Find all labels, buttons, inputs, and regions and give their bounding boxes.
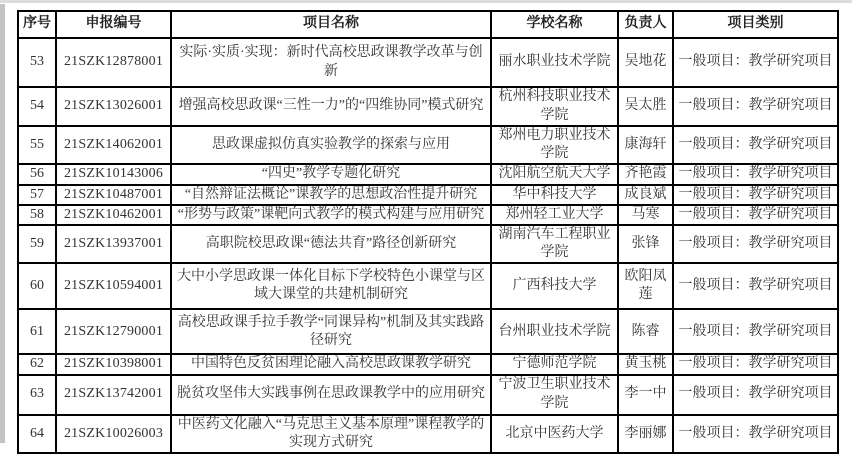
cell-school: 广西科技大学 — [491, 263, 618, 309]
cell-school: 宁波卫生职业技术学院 — [491, 375, 618, 415]
cell-school: 台州职业技术学院 — [491, 309, 618, 354]
cell-leader: 李丽娜 — [618, 415, 673, 453]
cell-index: 57 — [18, 185, 56, 205]
cell-leader: 吴太胜 — [618, 87, 673, 126]
cell-school: 杭州科技职业技术学院 — [491, 87, 618, 126]
cell-code: 21SZK12878001 — [56, 38, 171, 87]
table-body — [18, 38, 838, 453]
table-row — [18, 309, 838, 354]
cell-index: 63 — [18, 375, 56, 415]
cell-project: 中医药文化融入“马克思主义基本原理”课程教学的实现方式研究 — [171, 415, 491, 453]
column-header-school: 学校名称 — [491, 11, 618, 38]
cell-category: 一般项目：教学研究项目 — [673, 38, 838, 87]
column-header-category: 项目类别 — [673, 11, 838, 38]
cell-code: 21SZK10594001 — [56, 263, 171, 309]
cell-code: 21SZK13742001 — [56, 375, 171, 415]
cell-index: 59 — [18, 225, 56, 263]
table-row — [18, 415, 838, 453]
cell-project: 增强高校思政课“三性一力”的“四维协同”模式研究 — [171, 87, 491, 126]
cell-index: 64 — [18, 415, 56, 453]
column-header-leader: 负责人 — [618, 11, 673, 38]
table-row — [18, 126, 838, 164]
cell-code: 21SZK10398001 — [56, 354, 171, 374]
cell-leader: 齐艳霞 — [618, 164, 673, 184]
cell-school: 郑州电力职业技术学院 — [491, 126, 618, 164]
cell-leader: 吴地花 — [618, 38, 673, 87]
cell-code: 21SZK10487001 — [56, 185, 171, 205]
table-row — [18, 263, 838, 309]
cell-index: 60 — [18, 263, 56, 309]
table-row — [18, 205, 838, 225]
cell-school: 郑州轻工业大学 — [491, 205, 618, 225]
cell-category: 一般项目：教学研究项目 — [673, 126, 838, 164]
cell-category: 一般项目：教学研究项目 — [673, 185, 838, 205]
cell-leader: 成良斌 — [618, 185, 673, 205]
table-row — [18, 225, 838, 263]
cell-project: 大中小学思政课一体化目标下学校特色小课堂与区域大课堂的共建机制研究 — [171, 263, 491, 309]
cell-category: 一般项目：教学研究项目 — [673, 164, 838, 184]
cell-category: 一般项目：教学研究项目 — [673, 354, 838, 374]
cell-school: 丽水职业技术学院 — [491, 38, 618, 87]
cell-leader: 陈睿 — [618, 309, 673, 354]
cell-category: 一般项目：教学研究项目 — [673, 225, 838, 263]
cell-category: 一般项目：教学研究项目 — [673, 263, 838, 309]
cell-project: “自然辩证法概论”课教学的思想政治性提升研究 — [171, 185, 491, 205]
table-row — [18, 185, 838, 205]
cell-project: 思政课虚拟仿真实验教学的探索与应用 — [171, 126, 491, 164]
cell-index: 55 — [18, 126, 56, 164]
table-row — [18, 87, 838, 126]
cell-project: 高校思政课手拉手教学“同课异构”机制及其实践路径研究 — [171, 309, 491, 354]
cell-index: 62 — [18, 354, 56, 374]
cell-leader: 欧阳凤莲 — [618, 263, 673, 309]
cell-leader: 张锋 — [618, 225, 673, 263]
cell-code: 21SZK13937001 — [56, 225, 171, 263]
column-header-project: 项目名称 — [171, 11, 491, 38]
cell-school: 华中科技大学 — [491, 185, 618, 205]
column-header-index: 序号 — [18, 11, 56, 38]
column-header-code: 申报编号 — [56, 11, 171, 38]
screenshot-left-edge — [0, 4, 5, 443]
approved-projects-table — [17, 10, 839, 454]
table-row — [18, 164, 838, 184]
cell-category: 一般项目：教学研究项目 — [673, 87, 838, 126]
cell-school: 沈阳航空航天大学 — [491, 164, 618, 184]
cell-project: 实际·实质·实现：新时代高校思政课教学改革与创新 — [171, 38, 491, 87]
cell-leader: 马寒 — [618, 205, 673, 225]
cell-code: 21SZK10462001 — [56, 205, 171, 225]
cell-index: 56 — [18, 164, 56, 184]
cell-index: 58 — [18, 205, 56, 225]
cell-code: 21SZK10026003 — [56, 415, 171, 453]
cell-school: 北京中医药大学 — [491, 415, 618, 453]
table-header-row — [18, 11, 838, 38]
cell-category: 一般项目：教学研究项目 — [673, 375, 838, 415]
cell-project: “形势与政策”课靶向式教学的模式构建与应用研究 — [171, 205, 491, 225]
cell-project: 中国特色反贫困理论融入高校思政课教学研究 — [171, 354, 491, 374]
cell-school: 宁德师范学院 — [491, 354, 618, 374]
cell-code: 21SZK12790001 — [56, 309, 171, 354]
table-row — [18, 354, 838, 374]
cell-project: 高职院校思政课“德法共育”路径创新研究 — [171, 225, 491, 263]
table-row — [18, 38, 838, 87]
cell-code: 21SZK14062001 — [56, 126, 171, 164]
cell-index: 61 — [18, 309, 56, 354]
cell-index: 54 — [18, 87, 56, 126]
cell-category: 一般项目：教学研究项目 — [673, 205, 838, 225]
table-row — [18, 375, 838, 415]
screenshot-top-edge — [0, 0, 852, 3]
cell-leader: 康海轩 — [618, 126, 673, 164]
cell-index: 53 — [18, 38, 56, 87]
cell-leader: 黄玉桃 — [618, 354, 673, 374]
cell-category: 一般项目：教学研究项目 — [673, 309, 838, 354]
cell-code: 21SZK10143006 — [56, 164, 171, 184]
cell-school: 湖南汽车工程职业学院 — [491, 225, 618, 263]
cell-project: 脱贫攻坚伟大实践事例在思政课教学中的应用研究 — [171, 375, 491, 415]
cell-code: 21SZK13026001 — [56, 87, 171, 126]
cell-leader: 李一中 — [618, 375, 673, 415]
cell-category: 一般项目：教学研究项目 — [673, 415, 838, 453]
cell-project: “四史”教学专题化研究 — [171, 164, 491, 184]
